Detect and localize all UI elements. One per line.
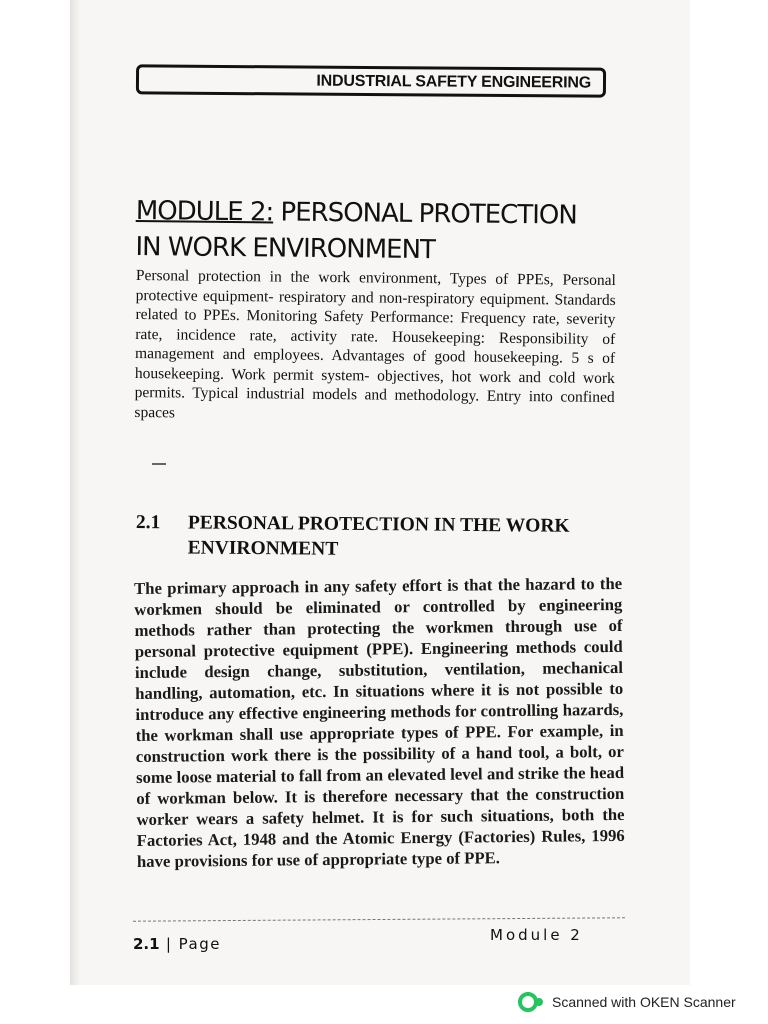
footer-page-num: 2.1 bbox=[133, 935, 160, 953]
section-number: 2.1 bbox=[135, 511, 161, 534]
section-body-paragraph: The primary approach in any safety effort is that the hazard to the workmen should be eliminated or controlled by engineering methods rather than protecting the workmen through use of personal protective equipment (PPE). Engineering methods could include design change, substitution, ventilation, mechanical handling, automation, etc. In situations where it is not possible to introduce any effective engineering methods for controlling hazards, the workman shall use appropriate types of PPE. For example, in construction work there is the possibility of a hand tool, a bolt, or some loose material to fall from an elevated level and strike the head of workman below. It is therefore necessary that the construction worker wears a safety helmet. It is for such situations, both the Factories Act, 1948 and the Atomic Energy (Factories) Rules, 1996 have provisions for use of appropriate type of PPE. bbox=[134, 573, 625, 871]
scanner-watermark-text: Scanned with OKEN Scanner bbox=[552, 994, 736, 1010]
module-syllabus: Personal protection in the work environment, Types of PPEs, Personal protective equipment- respiratory and non-respiratory equipment. Standards related to PPEs. Monitoring Safety Performance: Frequency rate, severity rate, incidence rate, activity rate. Housekeeping: Responsibility of management and employees. Advantages of good housekeeping. 5 s of housekeeping. Work permit system- objectives, hot work and cold work permits. Typical industrial models and methodology. Entry into confined spaces bbox=[134, 266, 616, 421]
scanner-watermark bbox=[518, 990, 736, 1014]
footer-page-number bbox=[133, 935, 221, 953]
section-title-line2: ENVIRONMENT bbox=[187, 537, 339, 560]
section-heading bbox=[136, 510, 626, 564]
module-title-line1: PERSONAL PROTECTION bbox=[273, 197, 577, 231]
footer-module-label: Module 2 bbox=[490, 926, 583, 944]
running-header-title: INDUSTRIAL SAFETY ENGINEERING bbox=[316, 72, 592, 92]
section-title-line1: PERSONAL PROTECTION IN THE WORK bbox=[187, 512, 570, 537]
page-edge-shadow bbox=[70, 0, 80, 985]
pen-mark bbox=[152, 463, 166, 465]
module-title-prefix: MODULE 2: bbox=[135, 195, 274, 228]
running-header bbox=[136, 64, 606, 97]
oken-scanner-logo-icon bbox=[518, 992, 538, 1012]
module-title-line2: IN WORK ENVIRONMENT bbox=[135, 231, 436, 266]
footer-page-label: | Page bbox=[159, 935, 221, 953]
module-title bbox=[135, 193, 626, 270]
